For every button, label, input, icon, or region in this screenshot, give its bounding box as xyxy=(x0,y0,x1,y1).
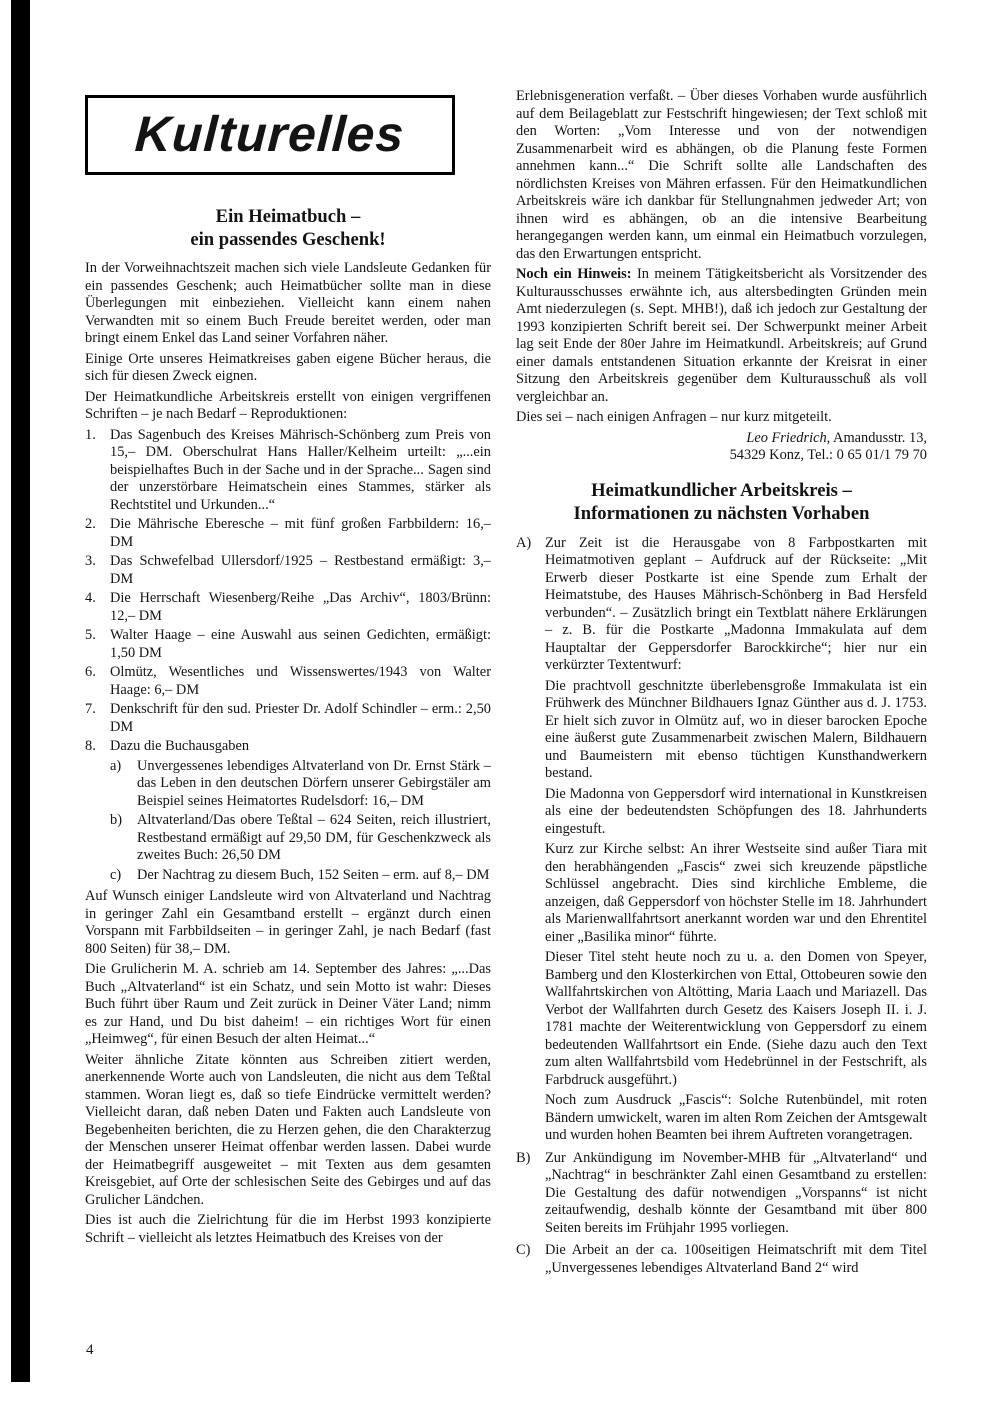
list-subitem xyxy=(110,812,491,865)
list-item xyxy=(85,427,491,515)
paragraph: Kurz zur Kirche selbst: An ihrer Westseite sind außer Tiara mit den herabhängenden „Fascis“ zwei sich kreuzende päpstliche Schlüssel angebracht. Dies sind kirchliche Embleme, die anzeigen, daß Geppersdorf von höchster Stelle im 18. Jahrhundert als Marienwallfahrtsort anerkannt worden war und den Ehrentitel einer „Basilika minor“ führte. xyxy=(545,841,927,945)
paragraph: Auf Wunsch einiger Landsleute wird von Altvaterland und Nachtrag in geringer Zahl ein Gesamtband erstellt – ergänzt durch einen Vorspann mit Farbbildseiten – in geringer Zahl, je nach Bedarf (fast 800 Seiten) für 38,– DM. xyxy=(85,888,491,957)
list-item-text: Das Sagenbuch des Kreises Mährisch-Schönberg zum Preis von 15,– DM. Oberschulrat Hans Haller/Kelheim urteilt: „...ein beispielhaftes Buch in der Sache und in der Sprache... Sagen sind der unzerstörbare Heimatschein eines Stammes, stärker als Rechtstitel und Urkunden...“ xyxy=(110,426,491,513)
list-item-text: Die Mährische Eberesche – mit fünf großen Farbbildern: 16,– DM xyxy=(110,516,491,550)
paragraph: Weiter ähnliche Zitate könnten aus Schreiben zitiert werden, anerkennende Worte auch von Landsleuten, die nicht aus dem Teßtal stammen. Woran liegt es, daß so tiefe Eindrücke vermittelt werden? Vielleicht daran, daß neben Daten und Fakten auch Landsleute von Begebenheiten berichten, die zu Herzen gehen, die den Charakterzug der Menschen unserer Heimat offenbar werden lassen. Dabei wurde der Heimatbegriff ausgeweitet – mit Texten aus dem gesamten Kreisgebiet, auf Orte der schlesischen Seite des Gebirges und auf das Grulicher Ländchen. xyxy=(85,1051,491,1208)
right-column xyxy=(516,88,927,1282)
info-item-c xyxy=(516,1242,927,1277)
list-item-text: Denkschrift für den sud. Priester Dr. Adolf Schindler – erm.: 2,50 DM xyxy=(110,701,491,735)
paragraph: Dieser Titel steht heute noch zu u. a. den Domen von Speyer, Bamberg und den Klosterkirchen von Ettal, Ottobeuren sowie den Wallfahrtskirchen von Altötting, Maria Laach und Mariazell. Das Verbot der Wallfahrten durch Gesetz des Kaisers Joseph II. i. J. 1781 machte der Weiterentwicklung von Geppersdorf zu einem bedeutenden Wallfahrtsort ein Ende. (Siehe dazu auch den Text zum alten Wallfahrtsbild vom Hedebrünnel in der Festschrift, als Farbdruck ausgeführt.) xyxy=(545,949,927,1088)
paragraph: Die prachtvoll geschnitzte überlebensgroße Immakulata ist ein Frühwerk des Münchner Bildhauers Ignaz Günther aus d. J. 1753. Er hielt sich zuvor in Olmütz auf, wo in dieser barocken Epoche eine äußerst gute Zusammenarbeit zwischen Malern, Bildhauern und Baumeistern mit ebenso tüchtigen Kunsthandwerkern bestand. xyxy=(545,677,927,781)
left-column xyxy=(85,95,491,1247)
list-item-number: 3. xyxy=(85,553,96,569)
list-item-number: 1. xyxy=(85,426,96,443)
list-item-number: 2. xyxy=(85,516,96,532)
page-number: 4 xyxy=(86,1342,94,1358)
list-item-text: Dazu die Buchausgaben xyxy=(110,738,250,754)
list-item-number: 5. xyxy=(85,627,96,643)
list-item-number: 7. xyxy=(85,701,96,717)
info-item-marker: A) xyxy=(516,534,532,551)
info-item-marker: B) xyxy=(516,1149,531,1166)
paragraph: Der Heimatkundliche Arbeitskreis erstellt von einigen vergriffenen Schriften – je nach Bedarf – Reproduktionen: xyxy=(85,388,491,422)
list-item-text: Die Herrschaft Wiesenberg/Reihe „Das Archiv“, 1803/Brünn: 12,– DM xyxy=(110,590,491,624)
list-item-text: Walter Haage – eine Auswahl aus seinen Gedichten, ermäßigt: 1,50 DM xyxy=(110,627,491,661)
list-item xyxy=(85,664,491,699)
paragraph: Erlebnisgeneration verfaßt. – Über dieses Vorhaben wurde ausführlich auf dem Beilageblatt zur Festschrift hingewiesen; der Text schloß mit den Worten: „Vom Interesse und von der notwendigen Zusammenarbeit wird es abhängen, ob die Planung feste Formen annehmen kann...“ Die Schrift sollte alle Landschaften des nördlichsten Kreises von Mähren erfassen. Für den Heimatkundlichen Arbeitskreis wäre ich dankbar für Stellungnahmen jedweder Art; von ihnen wird es abhängen, ob an die intensive Bearbeitung herangegangen werden kann, um einmal ein Heimatbuch vorzulegen, das den Erwartungen entspricht. xyxy=(516,88,927,262)
paragraph: Die Grulicherin M. A. schrieb am 14. September des Jahres: „...Das Buch „Altvaterland“ ist ein Schatz, und sein Motto ist wahr: Dieses Buch führt über Raum und Zeit zurück in Deiner Väter Land; nimm es zur Hand, und Du bist daheim! – ein richtiges Wort für einen „Heimweg“, für einen Besuch der alten Heimat...“ xyxy=(85,961,491,1047)
list-item-number: 8. xyxy=(85,738,96,754)
list-item-number: 6. xyxy=(85,664,96,680)
list-subitem xyxy=(110,867,491,885)
list-item xyxy=(85,701,491,736)
list-item xyxy=(85,627,491,662)
signature-block xyxy=(516,430,927,465)
publication-list xyxy=(85,427,491,885)
list-item xyxy=(85,738,491,884)
paragraph: Noch zum Ausdruck „Fascis“: Solche Rutenbündel, mit roten Bändern umwickelt, waren im alten Rom Zeichen der Amtsgewalt und wurden hohen Beamten bei ihrem Auftreten vorangetragen. xyxy=(545,1092,927,1143)
section-masthead-title: Kulturelles xyxy=(133,106,407,163)
list-item xyxy=(85,516,491,551)
list-item-text: Das Schwefelbad Ullersdorf/1925 – Restbestand ermäßigt: 3,– DM xyxy=(110,553,491,587)
list-subitem-text: Unvergessenes lebendiges Altvaterland von Dr. Ernst Stärk – das Leben in den deutschen Dörfern unserer Gebirgstäler am Beispiel seines Heimatortes Rudelsdorf: 16,– DM xyxy=(137,757,491,809)
signature-line1 xyxy=(516,430,927,448)
info-title-line1: Heimatkundlicher Arbeitskreis – xyxy=(591,479,852,501)
list-item xyxy=(85,553,491,588)
list-item xyxy=(85,590,491,625)
list-subitem-letter: b) xyxy=(110,812,122,828)
paragraph: Die Madonna von Geppersdorf wird international in Kunstkreisen als eine der bedeutendsten Schöpfungen des 18. Jahrhunderts eingestuft. xyxy=(545,785,927,837)
section-masthead-box xyxy=(85,95,455,175)
article-title xyxy=(85,205,491,251)
article-title-line1: Ein Heimatbuch – xyxy=(215,206,361,227)
paragraph: Einige Orte unseres Heimatkreises gaben eigene Bücher heraus, die sich für diesen Zweck eignen. xyxy=(85,350,491,384)
info-section-title xyxy=(516,479,927,525)
paragraph: Die Arbeit an der ca. 100seitigen Heimatschrift mit dem Titel „Unvergessenes lebendiges Altvaterland Band 2“ wird xyxy=(545,1242,927,1276)
hinweis-text: In meinem Tätigkeitsbericht als Vorsitzender des Kulturausschusses erwähnte ich, aus altersbedingten Gründen mein Amt niederzulegen (s. Sept. MHB!), daß ich jedoch zur Gestaltung der 1993 konzipierten Schrift bereit sei. Der Schwerpunkt meiner Arbeit lag seit Ende der 80er Jahre im Heimatkundl. Arbeitskreis; auf Grund einer damals entstandenen Situation erkannte der Kreisrat in einer Sitzung den Arbeitskreis gegenüber dem Kulturausschuß als voll vergleichbar an. xyxy=(516,266,927,405)
hinweis-label: Noch ein Hinweis: xyxy=(516,266,632,282)
signature-name: Leo Friedrich, xyxy=(746,429,831,446)
list-subitem-letter: c) xyxy=(110,866,122,883)
signature-line2: 54329 Konz, Tel.: 0 65 01/1 79 70 xyxy=(729,447,927,463)
paragraph: Dies sei – nach einigen Anfragen – nur kurz mitgeteilt. xyxy=(516,409,832,425)
info-item-a xyxy=(516,535,927,1145)
info-item-b xyxy=(516,1150,927,1238)
list-subitem xyxy=(110,758,491,811)
paragraph-hinweis xyxy=(516,266,927,406)
list-subitem-text: Altvaterland/Das obere Teßtal – 624 Seiten, reich illustriert, Restbestand ermäßigt auf 29,50 DM, für Geschenkzweck als zweites Buch: 26,50 DM xyxy=(137,812,491,863)
list-item-text: Olmütz, Wesentliches und Wissenswertes/1943 von Walter Haage: 6,– DM xyxy=(110,664,491,698)
paragraph: Dies ist auch die Zielrichtung für die im Herbst 1993 konzipierte Schrift – vielleicht als letztes Heimatbuch des Kreises von der xyxy=(85,1212,491,1246)
paragraph: Zur Ankündigung im November-MHB für „Altvaterland“ und „Nachtrag“ in beschränkter Zahl einen Gesamtband zu erstellen: Die Gestaltung des dafür notwendigen „Vorspanns“ ist nicht zeitaufwendig, deshalb könnte der Gesamtband mit über 800 Seiten bereits im Frühjahr 1995 vorliegen. xyxy=(545,1149,927,1236)
article-title-line2: ein passendes Geschenk! xyxy=(190,229,386,250)
left-margin-bar xyxy=(11,0,30,1382)
list-subitem-text: Der Nachtrag zu diesem Buch, 152 Seiten – erm. auf 8,– DM xyxy=(137,866,490,883)
info-item-marker: C) xyxy=(516,1242,531,1258)
paragraph: Zur Zeit ist die Herausgabe von 8 Farbpostkarten mit Heimatmotiven geplant – Aufdruck auf der Rückseite: „Mit Erwerb dieser Postkarte ist eine Spende zum Erhalt der Heimatstube, des Hauses Mährisch-Schönberg in Bad Hersfeld verbunden“. – Zusätzlich bringt ein Textblatt nähere Erklärungen – z. B. für die Postkarte „Madonna Immakulata auf dem Hauptaltar der Geppersdorfer Barockkirche“; hier nur ein verkürzter Textentwurf: xyxy=(545,534,927,673)
info-title-line2: Informationen zu nächsten Vorhaben xyxy=(573,502,870,524)
list-subitem-letter: a) xyxy=(110,757,122,774)
paragraph: In der Vorweihnachtszeit machen sich viele Landsleute Gedanken für ein passendes Geschenk; auch Heimatbücher sollte man in diese Überlegungen mit einbeziehen. Vielleicht kann einem nahen Verwandten mit so einem Buch Freude bereitet werden, oder man bringt einem Enkel das Land seiner Vorfahren näher. xyxy=(85,260,491,346)
list-item-number: 4. xyxy=(85,590,96,606)
signature-address: Amandusstr. 13, xyxy=(830,429,927,446)
